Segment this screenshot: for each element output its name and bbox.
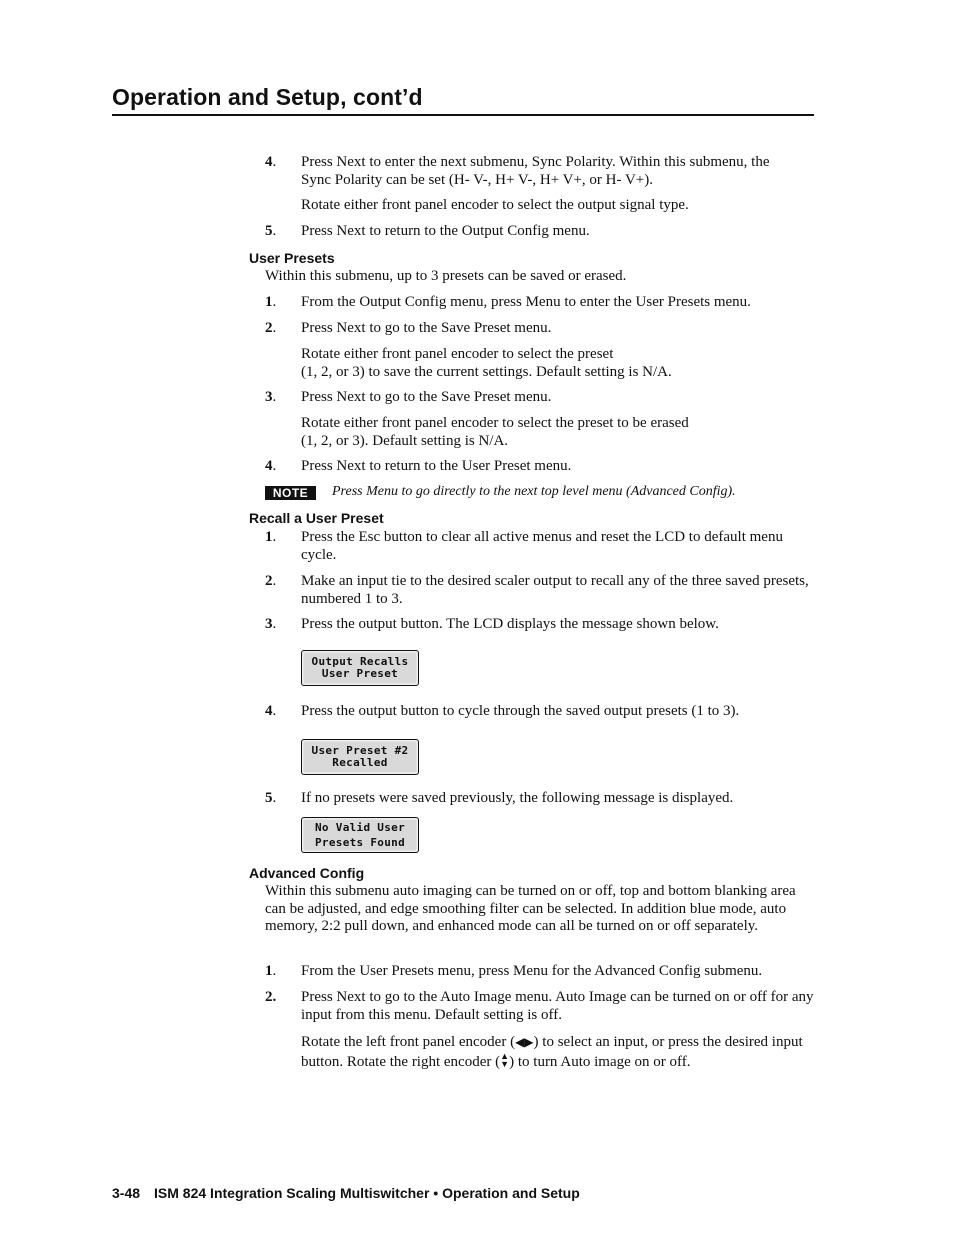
page-title: Operation and Setup, cont’d xyxy=(112,84,423,110)
step-number: 4. xyxy=(265,458,277,474)
step-text: Press Next to return to the User Preset menu. xyxy=(301,458,572,474)
step-detail: Rotate the left front panel encoder (◀▶) to select an input, or press the desired input button. Rotate the right encoder (▲▼) to turn Auto image on or off. xyxy=(301,1034,803,1070)
lcd-line: Output Recalls xyxy=(311,654,409,668)
step-text: From the Output Config menu, press Menu to enter the User Presets menu. xyxy=(301,294,751,310)
step-number: 3. xyxy=(265,616,277,632)
lcd-display xyxy=(301,650,419,686)
step-number: 4. xyxy=(265,703,277,719)
footer-text: ISM 824 Integration Scaling Multiswitcher • Operation and Setup xyxy=(154,1185,580,1201)
page-footer xyxy=(112,1185,580,1201)
lcd-line: Recalled xyxy=(332,756,388,769)
lcd-display xyxy=(301,739,419,775)
step-number: 4. xyxy=(265,154,277,170)
step-text: If no presets were saved previously, the following message is displayed. xyxy=(301,790,734,806)
step-text: Press the output button. The LCD displays the message shown below. xyxy=(301,616,719,632)
section-intro: Within this submenu auto imaging can be turned on or off, top and bottom blanking area can be adjusted, and edge smoothing filter can be selected. In addition blue mode, auto memory, 2:2 pull down, and enhanced mode can all be turned on or off separately. xyxy=(265,883,796,934)
page-number: 3-48 xyxy=(112,1185,141,1201)
section-heading-recall: Recall a User Preset xyxy=(249,510,384,526)
step-detail: Rotate either front panel encoder to select the preset xyxy=(301,346,614,362)
step-number: 2. xyxy=(265,989,277,1005)
section-intro: Within this submenu, up to 3 presets can be saved or erased. xyxy=(265,268,627,284)
step-detail: Rotate either front panel encoder to select the output signal type. xyxy=(301,197,689,213)
step-detail: (1, 2, or 3) to save the current settings. Default setting is N/A. xyxy=(301,364,672,380)
lcd-line: User Preset xyxy=(321,667,399,680)
step-detail: Rotate either front panel encoder to select the preset to be erased xyxy=(301,415,689,431)
step-text: Press Next to go to the Auto Image menu. Auto Image can be turned on or off for any input from this menu. Default setting is off. xyxy=(301,989,814,1023)
section-heading-advanced: Advanced Config xyxy=(249,865,365,881)
step-number: 1. xyxy=(265,294,277,310)
note-badge: NOTE xyxy=(265,486,316,500)
step-text: Press Next to go to the Save Preset menu. xyxy=(301,320,552,336)
step-text: Press Next to return to the Output Config menu. xyxy=(301,223,590,239)
step-text: Press the Esc button to clear all active menus and reset the LCD to default menu cycle. xyxy=(301,529,783,563)
step-text: Press the output button to cycle through the saved output presets (1 to 3). xyxy=(301,703,740,719)
step-text: From the User Presets menu, press Menu for the Advanced Config submenu. xyxy=(301,963,763,979)
step-number: 2. xyxy=(265,573,277,589)
step-number: 1. xyxy=(265,529,277,545)
left-right-arrows-icon: ◀▶ xyxy=(515,1035,534,1049)
step-text: Make an input tie to the desired scaler output to recall any of the three saved presets, numbered 1 to 3. xyxy=(301,573,809,607)
lcd-line: No Valid User xyxy=(315,821,405,834)
section-heading-user-presets: User Presets xyxy=(249,250,335,266)
note-text: Press Menu to go directly to the next top level menu (Advanced Config). xyxy=(332,484,736,499)
up-down-arrows-icon: ▲▼ xyxy=(500,1051,510,1069)
step-text: Press Next to enter the next submenu, Sync Polarity. Within this submenu, the Sync Polarity can be set (H- V-, H+ V-, H+ V+, or H- V+). xyxy=(301,154,770,188)
lcd-line: Presets Found xyxy=(315,836,405,849)
step-number: 1. xyxy=(265,963,277,979)
lcd-display xyxy=(301,817,419,853)
lcd-line: User Preset #2 xyxy=(311,743,409,757)
step-number: 5. xyxy=(265,223,277,239)
step-text: Press Next to go to the Save Preset menu. xyxy=(301,389,552,405)
header-divider xyxy=(112,114,814,116)
step-detail: (1, 2, or 3). Default setting is N/A. xyxy=(301,433,509,449)
step-number: 2. xyxy=(265,320,277,336)
step-number: 5. xyxy=(265,790,277,806)
step-number: 3. xyxy=(265,389,277,405)
